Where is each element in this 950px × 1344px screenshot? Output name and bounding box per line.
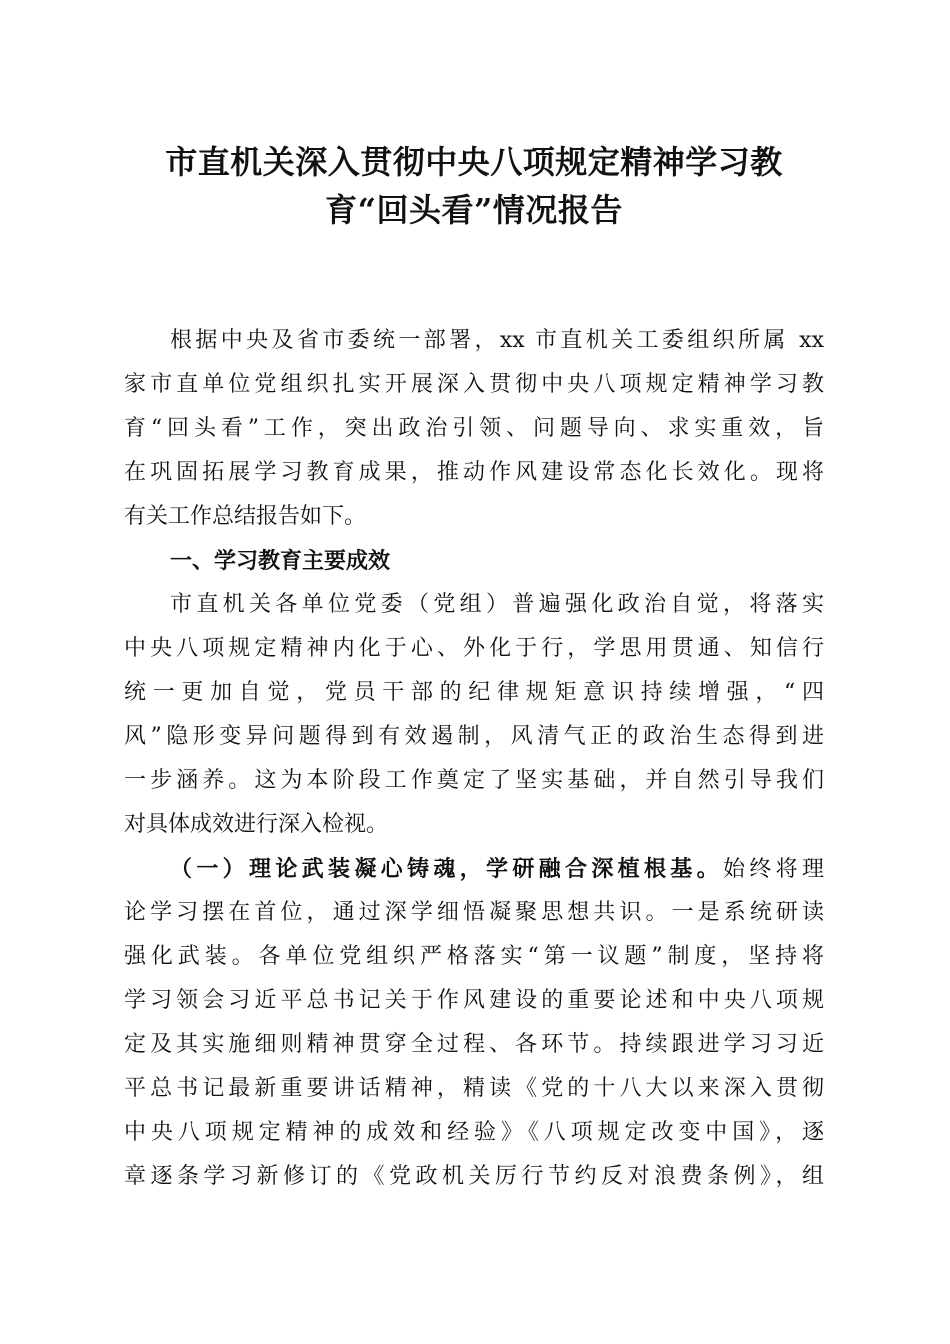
title-line: 市直机关深入贯彻中央八项规定精神学习教 xyxy=(165,143,783,181)
document-body xyxy=(124,319,824,1199)
paragraph-line: 市直机关各单位党委（党组）普遍强化政治自觉，将落实 xyxy=(170,592,824,617)
paragraph-line: 风”隐形变异问题得到有效遏制，风清气正的政治生态得到进 xyxy=(124,724,824,749)
paragraph-line: 论学习摆在首位，通过深学细悟凝聚思想共识。一是系统研读 xyxy=(124,900,824,925)
section-heading: 一、学习教育主要成效 xyxy=(170,548,391,574)
paragraph-line: 强化武装。各单位党组织严格落实“第一议题”制度，坚持将 xyxy=(124,944,824,969)
paragraph-line: 家市直单位党组织扎实开展深入贯彻中央八项规定精神学习教 xyxy=(124,372,824,397)
paragraph-line: 定及其实施细则精神贯穿全过程、各环节。持续跟进学习习近 xyxy=(124,1032,824,1057)
paragraph-line: 章逐条学习新修订的《党政机关厉行节约反对浪费条例》，组 xyxy=(124,1164,824,1189)
subsection-heading: （一）理论武装凝心铸魂，学研融合深植根基。 xyxy=(170,856,723,882)
paragraph-line: 在巩固拓展学习教育成果，推动作风建设常态化长效化。现将 xyxy=(124,460,824,485)
paragraph-line: 统一更加自觉，党员干部的纪律规矩意识持续增强，“四 xyxy=(124,680,824,705)
paragraph-text: 始终将理 xyxy=(722,857,824,882)
document-page xyxy=(124,138,824,1199)
paragraph-line: 中央八项规定精神的成效和经验》《八项规定改变中国》，逐 xyxy=(124,1120,824,1145)
paragraph-line: 有关工作总结报告如下。 xyxy=(124,504,367,529)
paragraph-line-with-subheading xyxy=(124,847,824,891)
paragraph-line: 对具体成效进行深入检视。 xyxy=(124,812,389,837)
paragraph-line: 育“回头看”工作，突出政治引领、问题导向、求实重效，旨 xyxy=(124,416,824,441)
paragraph-line: 根据中央及省市委统一部署，xx 市直机关工委组织所属 xx xyxy=(170,328,824,353)
title-line: 育“回头看”情况报告 xyxy=(325,191,623,229)
document-title xyxy=(124,138,824,234)
paragraph-line: 一步涵养。这为本阶段工作奠定了坚实基础，并自然引导我们 xyxy=(124,768,824,793)
paragraph-line: 学习领会习近平总书记关于作风建设的重要论述和中央八项规 xyxy=(124,988,824,1013)
paragraph-line: 平总书记最新重要讲话精神，精读《党的十八大以来深入贯彻 xyxy=(124,1076,824,1101)
paragraph-line: 中央八项规定精神内化于心、外化于行，学思用贯通、知信行 xyxy=(124,636,824,661)
